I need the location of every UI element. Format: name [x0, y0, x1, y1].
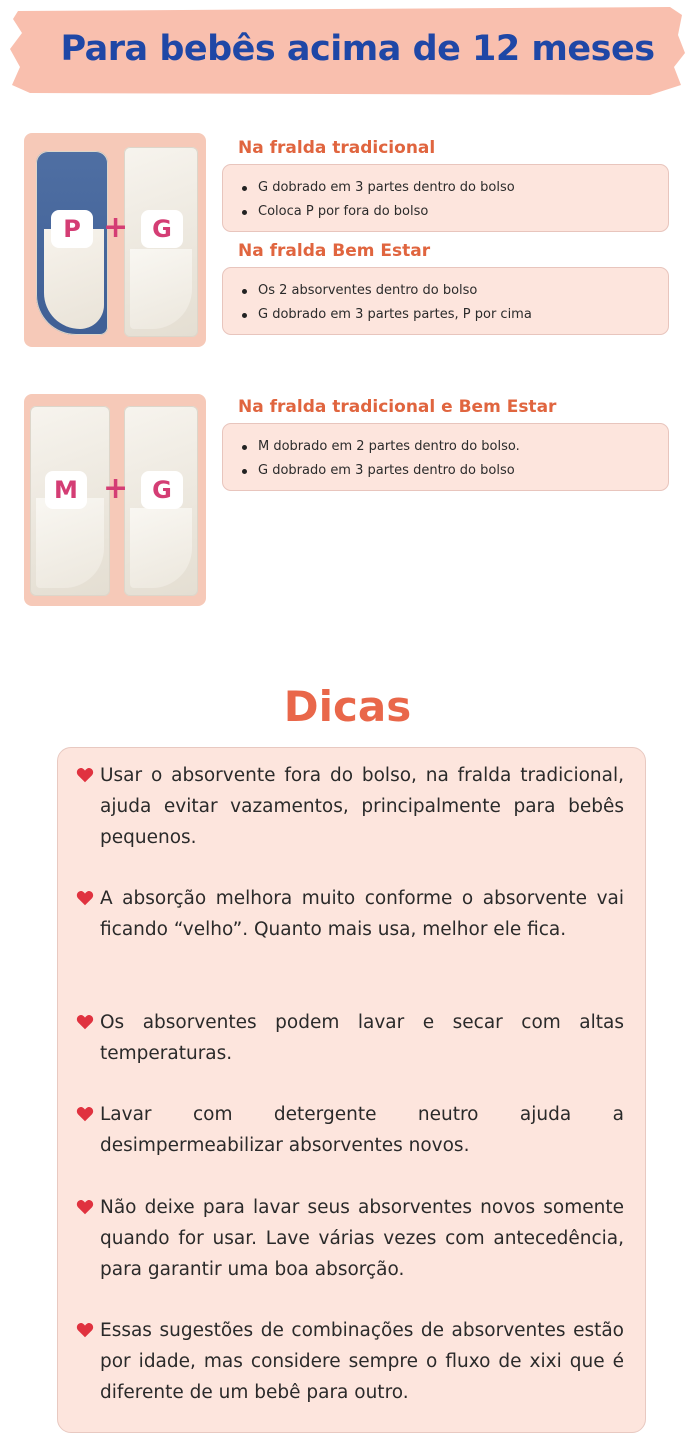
tips-box	[57, 747, 646, 1433]
plus-icon: +	[103, 210, 129, 245]
header-banner	[10, 5, 685, 97]
tip-item	[76, 760, 624, 853]
tip-item	[76, 883, 624, 945]
heart-icon	[76, 1106, 94, 1122]
tip-text: Essas sugestões de combinações de absorventes estão por idade, mas considere sempre o fluxo de xixi que é diferente de um bebê para outro.	[100, 1320, 624, 1403]
tip-text: Não deixe para lavar seus absorventes novos somente quando for usar. Lave várias vezes com antecedência, para garantir uma boa absorção.	[100, 1197, 624, 1280]
bullet-box-tradicional	[222, 164, 669, 232]
product-photo-m-g	[24, 394, 206, 606]
bullet-list	[242, 176, 656, 224]
tip-item	[76, 1192, 624, 1285]
tip-text: Lavar com detergente neutro ajuda a desimpermeabilizar absorventes novos.	[100, 1104, 624, 1156]
tip-item	[76, 1315, 624, 1408]
list-item: G dobrado em 3 partes dentro do bolso	[242, 459, 656, 483]
heart-icon	[76, 1014, 94, 1030]
page-title: Para bebês acima de 12 meses	[60, 29, 655, 69]
tip-text: Os absorventes podem lavar e secar com altas temperaturas.	[100, 1012, 624, 1064]
heart-icon	[76, 1322, 94, 1338]
bullet-list	[242, 435, 656, 483]
product-photo-p-g	[24, 133, 206, 347]
size-badge-m: M	[45, 471, 87, 509]
dicas-heading: Dicas	[283, 682, 412, 731]
list-item: Coloca P por fora do bolso	[242, 200, 656, 224]
heart-icon	[76, 890, 94, 906]
list-item: M dobrado em 2 partes dentro do bolso.	[242, 435, 656, 459]
heart-icon	[76, 1199, 94, 1215]
size-badge-p: P	[51, 210, 93, 248]
bullet-box-tradicional-bem-estar	[222, 423, 669, 491]
list-item: G dobrado em 3 partes partes, P por cima	[242, 303, 656, 327]
list-item: G dobrado em 3 partes dentro do bolso	[242, 176, 656, 200]
size-badge-g: G	[141, 471, 183, 509]
heart-icon	[76, 767, 94, 783]
plus-icon: +	[103, 471, 129, 506]
bullet-list	[242, 279, 656, 327]
list-item: Os 2 absorventes dentro do bolso	[242, 279, 656, 303]
section-heading-tradicional-bem-estar: Na fralda tradicional e Bem Estar	[238, 397, 557, 417]
tip-text: A absorção melhora muito conforme o absorvente vai ficando “velho”. Quanto mais usa, melhor ele fica.	[100, 888, 624, 940]
bullet-box-bem-estar	[222, 267, 669, 335]
section-heading-tradicional: Na fralda tradicional	[238, 138, 436, 158]
section-heading-bem-estar: Na fralda Bem Estar	[238, 241, 431, 261]
tip-text: Usar o absorvente fora do bolso, na fralda tradicional, ajuda evitar vazamentos, principalmente para bebês pequenos.	[100, 765, 624, 848]
tip-item	[76, 1007, 624, 1069]
tip-item	[76, 1099, 624, 1161]
size-badge-g: G	[141, 210, 183, 248]
